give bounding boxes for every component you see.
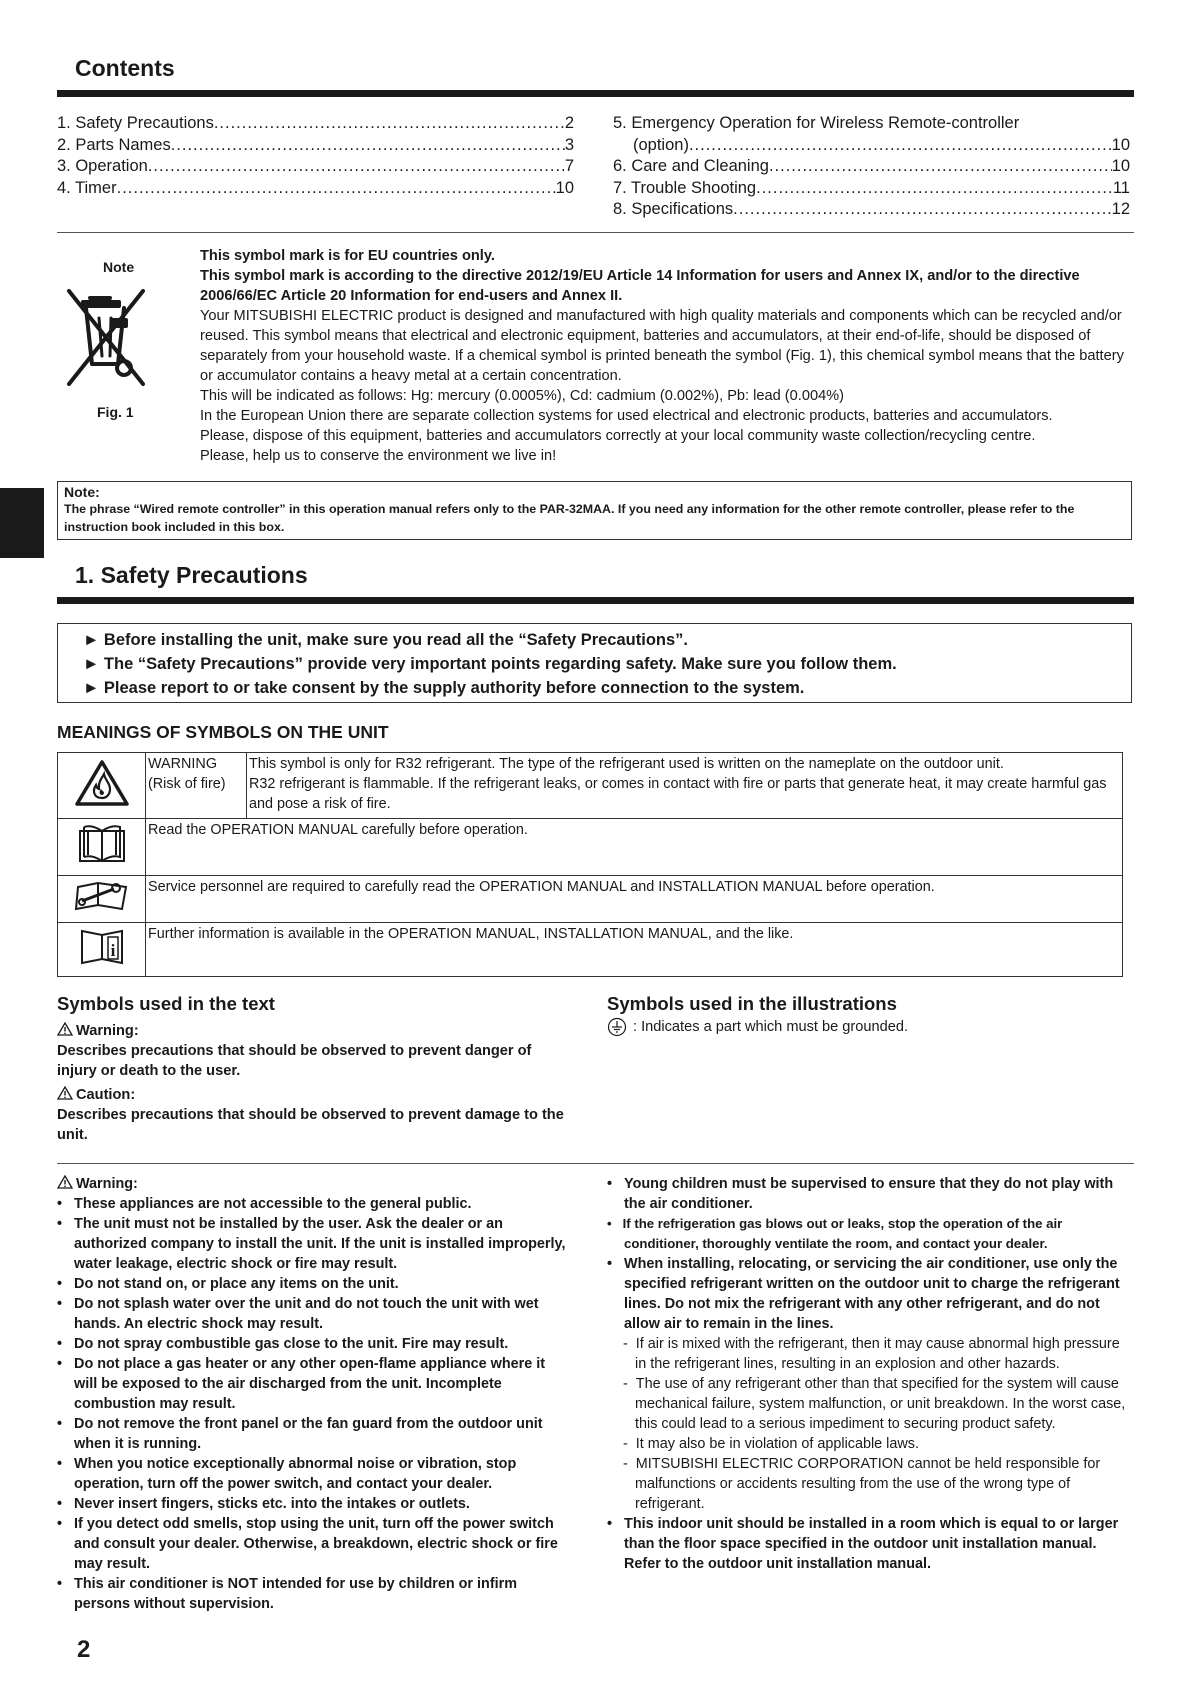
warning-list-item-text: Do not splash water over the unit and do not touch the unit with wet hands. An electric shock may result. [74,1296,539,1332]
toc-entry[interactable] [57,135,574,157]
warning-list-item-text: When you notice exceptionally abnormal noise or vibration, stop operation, turn off the power switch, and contact your dealer. [74,1456,517,1492]
warning-label-2: (Risk of fire) [148,776,226,792]
toc-entry[interactable] [57,113,574,135]
note-body-1: Your MITSUBISHI ELECTRIC product is designed and manufactured with high quality materials and components which can be recycled and/or reused. This symbol means that electrical and electronic equipment, batteries and accumulators, at their end-of-life, should be disposed of separately from your household waste. If a chemical symbol is printed beneath the symbol (Fig. 1), this chemical symbol means that the battery or accumulator contains a heavy metal at a certain concentration. [200,308,1124,384]
toc-leader [756,178,1113,200]
toc-entry-page: 2 [564,114,574,132]
warning-list-item-text: This air conditioner is NOT intended for use by children or infirm persons without supervision. [74,1576,518,1612]
toc-entry[interactable] [613,178,1130,200]
right-item-1-text: Young children must be supervised to ensure that they do not play with the air conditioner. [624,1176,1114,1212]
warning-list-item: • Do not place a gas heater or any other open-flame appliance where it will be exposed to the air discharged from the unit. Incomplete combustion may result. [57,1356,546,1412]
toc-entry-page: 10 [1111,135,1130,154]
toc-entry-label: 7. Trouble Shooting [613,178,757,197]
caution-desc: Describes precautions that should be observed to prevent damage to the unit. [57,1107,564,1143]
safety-rule [57,597,1134,604]
warning-list-item: • The unit must not be installed by the user. Ask the dealer or an authorized company to install the unit. If the unit is installed improperly, water leakage, electric shock or fire may result. [57,1216,566,1272]
toc-leader [689,135,1112,157]
toc-leader [733,199,1111,221]
row2-text: Read the OPERATION MANUAL carefully before operation. [146,819,1123,876]
warning-label-1: WARNING [148,756,218,772]
warning-list-item-text: Do not remove the front panel or the fan guard from the outdoor unit when it is running. [74,1416,543,1452]
warning-list-item-text: Do not place a gas heater or any other open-flame appliance where it will be exposed to the air discharged from the unit. Incomplete combustion may result. [74,1356,546,1412]
info-icon [58,923,146,977]
warning-list-item-text: Never insert fingers, sticks etc. into the intakes or outlets. [74,1496,470,1512]
warning-list-item-text: The unit must not be installed by the user. Ask the dealer or an authorized company to install the unit. If the unit is installed improperly, water leakage, electric shock or fire may result. [74,1216,566,1272]
symbols-table [57,752,1123,977]
right-item-3-text: When installing, relocating, or servicing the air conditioner, use only the specified refrigerant written on the outdoor unit to charge the refrigerant lines. Do not mix the refrigerant with any other refrigerant, and do not allow air to remain in the lines. [624,1256,1120,1332]
toc-entry-page: 10 [1111,157,1130,175]
ground-row [607,1017,908,1037]
right-item-1: • Young children must be supervised to ensure that they do not play with the air conditioner. [607,1176,1114,1212]
toc-leader [769,156,1112,178]
symbols-text-title: Symbols used in the text [57,993,275,1014]
contents-divider [57,232,1134,233]
toc-entry-label: 2. Parts Names [57,135,171,154]
toc-right-first[interactable]: 5. Emergency Operation for Wireless Remote-controller [613,114,1020,132]
note-bold-2: This symbol mark is according to the directive 2012/19/EU Article 14 Information for users and Annex IX, and/or to the directive 2006/66/EC Article 20 Information for end-users and Annex II. [200,268,1080,304]
contents-title: Contents [75,55,175,81]
toc-entry-label: 8. Specifications [613,200,734,218]
toc-leader [214,113,565,135]
right-sub-2: - The use of any refrigerant other than that specified for the system will cause mechanical failure, system malfunction, or unit breakdown. In the worst case, this could lead to a serious impediment to securing product safety. [623,1376,1126,1432]
warning-desc: Describes precautions that should be observed to prevent danger of injury or death to the user. [57,1043,532,1079]
symbols-illus-title: Symbols used in the illustrations [607,993,897,1014]
right-sub-2-text: The use of any refrigerant other than that specified for the system will cause mechanical failure, system malfunction, or unit breakdown. In the worst case, this could lead to a serious impediment to securing product safety. [635,1376,1126,1432]
warning-triangle-icon [57,1022,73,1036]
service-manual-icon [58,876,146,923]
warnings-divider [57,1163,1134,1164]
warning-list-item: • If you detect odd smells, stop using the unit, turn off the power switch and consult your dealer. Otherwise, a breakdown, electric shock or fire may result. [57,1516,558,1572]
warning-label: Warning: [76,1023,139,1039]
note-box-label: Note: [64,484,100,500]
row3-text: Service personnel are required to carefully read the OPERATION MANUAL and INSTALLATION MANUAL before operation. [146,876,1123,923]
toc-entry[interactable] [57,156,574,178]
warning-list-item: • Do not remove the front panel or the fan guard from the outdoor unit when it is running. [57,1416,543,1452]
svg-text:i: i [110,940,115,960]
right-item-2-text: If the refrigeration gas blows out or leaks, stop the operation of the air conditioner, thoroughly ventilate the room, and contact your dealer. [622,1216,1063,1251]
toc-entry-label: 3. Operation [57,157,148,175]
warning-list-item: • Never insert fingers, sticks etc. into the intakes or outlets. [57,1496,470,1512]
right-sub-3-text: It may also be in violation of applicable laws. [635,1436,919,1452]
warning-list-item-text: If you detect odd smells, stop using the unit, turn off the power switch and consult your dealer. Otherwise, a breakdown, electric shock or fire may result. [74,1516,558,1572]
right-sub-4: - MITSUBISHI ELECTRIC CORPORATION cannot be held responsible for malfunctions or accidents resulting from the use of the wrong type of refrigerant. [623,1456,1101,1512]
safety-title: 1. Safety Precautions [75,562,308,588]
warnings-left [57,1174,572,1614]
toc-left [57,113,574,199]
right-item-2: • If the refrigeration gas blows out or leaks, stop the operation of the air conditioner, thoroughly ventilate the room, and contact your dealer. [607,1216,1063,1251]
ground-text: : Indicates a part which must be grounded. [633,1019,909,1035]
right-sub-4-text: MITSUBISHI ELECTRIC CORPORATION cannot be held responsible for malfunctions or accidents resulting from the use of the wrong type of refrigerant. [635,1456,1101,1512]
warnings-left-label: Warning: [76,1176,138,1192]
toc-entry-page: 12 [1111,200,1130,218]
right-item-4-text: This indoor unit should be installed in a room which is equal to or larger than the floor space specified in the outdoor unit installation manual. Refer to the outdoor unit installation manual. [624,1516,1119,1572]
caution-label: Caution: [76,1087,136,1103]
note-body-2: This will be indicated as follows: Hg: mercury (0.0005%), Cd: cadmium (0.002%), Pb: lead (0.004%) [200,388,845,404]
toc-entry-label: 6. Care and Cleaning [613,157,769,175]
right-sub-3: - It may also be in violation of applicable laws. [623,1436,919,1452]
warning-list-item: • Do not spray combustible gas close to the unit. Fire may result. [57,1336,509,1352]
caution-triangle-icon [57,1086,73,1100]
ground-icon [607,1017,627,1037]
note-body-4: Please, dispose of this equipment, batteries and accumulators correctly at your local community waste collection/recycling centre. [200,428,1036,444]
right-item-3: • When installing, relocating, or servicing the air conditioner, use only the specified refrigerant written on the outdoor unit to charge the refrigerant lines. Do not mix the refrigerant with any other refrigerant, and do not allow air to remain in the lines. [607,1256,1120,1332]
crossed-bin-icon [66,286,146,394]
note-body-5: Please, help us to conserve the environment we live in! [200,448,557,464]
right-sub-1: - If air is mixed with the refrigerant, then it may cause abnormal high pressure in the refrigerant lines, resulting in an explosion and other hazards. [623,1336,1120,1372]
toc-entry-page: 7 [564,157,574,175]
right-item-4: • This indoor unit should be installed in a room which is equal to or larger than the floor space specified in the outdoor unit installation manual. Refer to the outdoor unit installation manual. [607,1516,1119,1572]
safety-intro-box [57,623,1132,703]
toc-entry[interactable] [57,178,574,200]
safety-intro-3: ► Please report to or take consent by the supply authority before connection to the system. [83,679,805,697]
warning-list-item-text: These appliances are not accessible to the general public. [74,1196,472,1212]
symbols-text-block [57,1021,572,1145]
note-box-text: The phrase “Wired remote controller” in this operation manual refers only to the PAR-32MAA. If you need any information for the other remote controller, please refer to the instruction book included in this box. [64,502,1075,534]
warning-text-1: This symbol is only for R32 refrigerant. The type of the refrigerant used is written on the nameplate on the outdoor unit. [249,756,1004,772]
toc-entry-page: 3 [564,135,574,154]
safety-intro-1: ► Before installing the unit, make sure you read all the “Safety Precautions”. [83,631,688,649]
note-label: Note [103,259,135,275]
warning-list-item-text: Do not spray combustible gas close to the unit. Fire may result. [74,1336,509,1352]
book-icon [58,819,146,876]
toc-leader [171,135,565,157]
warning-list-item: • Do not stand on, or place any items on the unit. [57,1276,399,1292]
note-text [200,246,1140,466]
fig-label: Fig. 1 [97,404,134,420]
right-sub-1-text: If air is mixed with the refrigerant, then it may cause abnormal high pressure in the refrigerant lines, resulting in an explosion and other hazards. [635,1336,1120,1372]
warning-list-item-text: Do not stand on, or place any items on the unit. [74,1276,399,1292]
toc-entry[interactable] [613,156,1130,178]
warning-list-item: • Do not splash water over the unit and do not touch the unit with wet hands. An electric shock may result. [57,1296,539,1332]
toc-entry-label: 1. Safety Precautions [57,114,214,132]
safety-intro-2: ► The “Safety Precautions” provide very important points regarding safety. Make sure you follow them. [83,655,897,673]
side-tab [0,488,44,558]
note-box [57,481,1132,540]
toc-leader [117,178,556,200]
warnings-right [607,1174,1127,1574]
toc-entry[interactable] [613,199,1130,221]
warning-triangle-icon-2 [57,1175,73,1189]
note-body-3: In the European Union there are separate collection systems for used electrical and electronic products, batteries and accumulators. [200,408,1053,424]
warning-list-item: • When you notice exceptionally abnormal noise or vibration, stop operation, turn off the power switch, and contact your dealer. [57,1456,517,1492]
fire-warning-icon [58,753,146,819]
symbols-table-title: MEANINGS OF SYMBOLS ON THE UNIT [57,722,389,742]
toc-entry[interactable] [613,135,1130,157]
warning-list-item: • These appliances are not accessible to the general public. [57,1196,472,1212]
contents-rule [57,90,1134,97]
toc-right [613,135,1130,221]
row4-text: Further information is available in the OPERATION MANUAL, INSTALLATION MANUAL, and the like. [146,923,1123,977]
warning-text-2: R32 refrigerant is flammable. If the refrigerant leaks, or comes in contact with fire or parts that generate heat, it may create harmful gas and pose a risk of fire. [249,776,1107,812]
warning-list-item: • This air conditioner is NOT intended for use by children or infirm persons without supervision. [57,1576,518,1612]
toc-entry-label: (option) [633,135,689,154]
toc-entry-page: 11 [1112,178,1130,197]
toc-leader [148,156,565,178]
note-bold-1: This symbol mark is for EU countries only. [200,248,495,264]
toc-entry-page: 10 [555,178,574,197]
toc-entry-label: 4. Timer [57,178,117,197]
page-number: 2 [77,1636,91,1663]
